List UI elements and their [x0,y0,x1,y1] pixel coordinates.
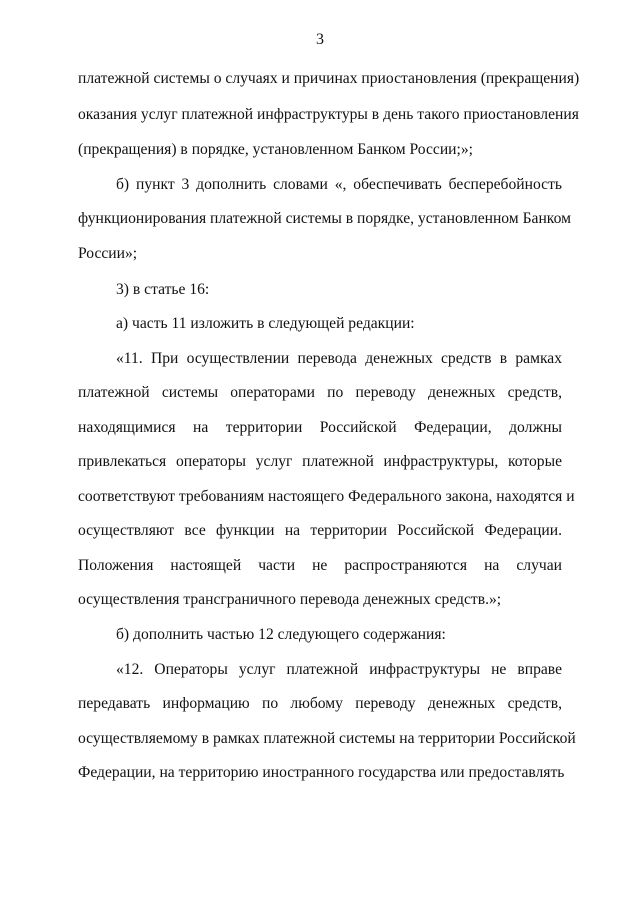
text-line: осуществляемому в рамках платежной системы на территории Российской [78,730,576,747]
text-line: платежной системы операторами по переводу денежных средств, [78,384,562,401]
text-line: «12. Операторы услуг платежной инфраструктуры не вправе [116,661,562,678]
text-line: оказания услуг платежной инфраструктуры в день такого приостановления [78,106,579,123]
text-line: передавать информацию по любому переводу денежных средств, [78,695,562,712]
text-line: «11. При осуществлении перевода денежных средств в рамках [116,350,562,367]
text-line: России»; [78,245,138,262]
text-line: осуществления трансграничного перевода денежных средств.»; [78,591,502,608]
text-line: соответствуют требованиям настоящего Федерального закона, находятся и [78,488,575,505]
text-line: привлекаться операторы услуг платежной инфраструктуры, которые [78,453,562,470]
text-line: Положения настоящей части не распространяются на случаи [78,557,562,574]
text-line: осуществляют все функции на территории Российской Федерации. [78,522,562,539]
text-line: а) часть 11 изложить в следующей редакции: [116,315,415,332]
text-line: функционирования платежной системы в порядке, установленном Банком [78,210,571,227]
text-line: Федерации, на территорию иностранного государства или предоставлять [78,764,565,781]
text-line: платежной системы о случаях и причинах приостановления (прекращения) [78,70,580,87]
text-line: находящимися на территории Российской Федерации, должны [78,419,562,436]
page-number: 3 [316,31,324,48]
text-line: 3) в статье 16: [116,281,210,298]
text-line: б) пункт 3 дополнить словами «, обеспечивать бесперебойность [116,176,562,193]
text-line: б) дополнить частью 12 следующего содержания: [116,626,446,643]
text-line: (прекращения) в порядке, установленном Банком России;»; [78,141,473,158]
